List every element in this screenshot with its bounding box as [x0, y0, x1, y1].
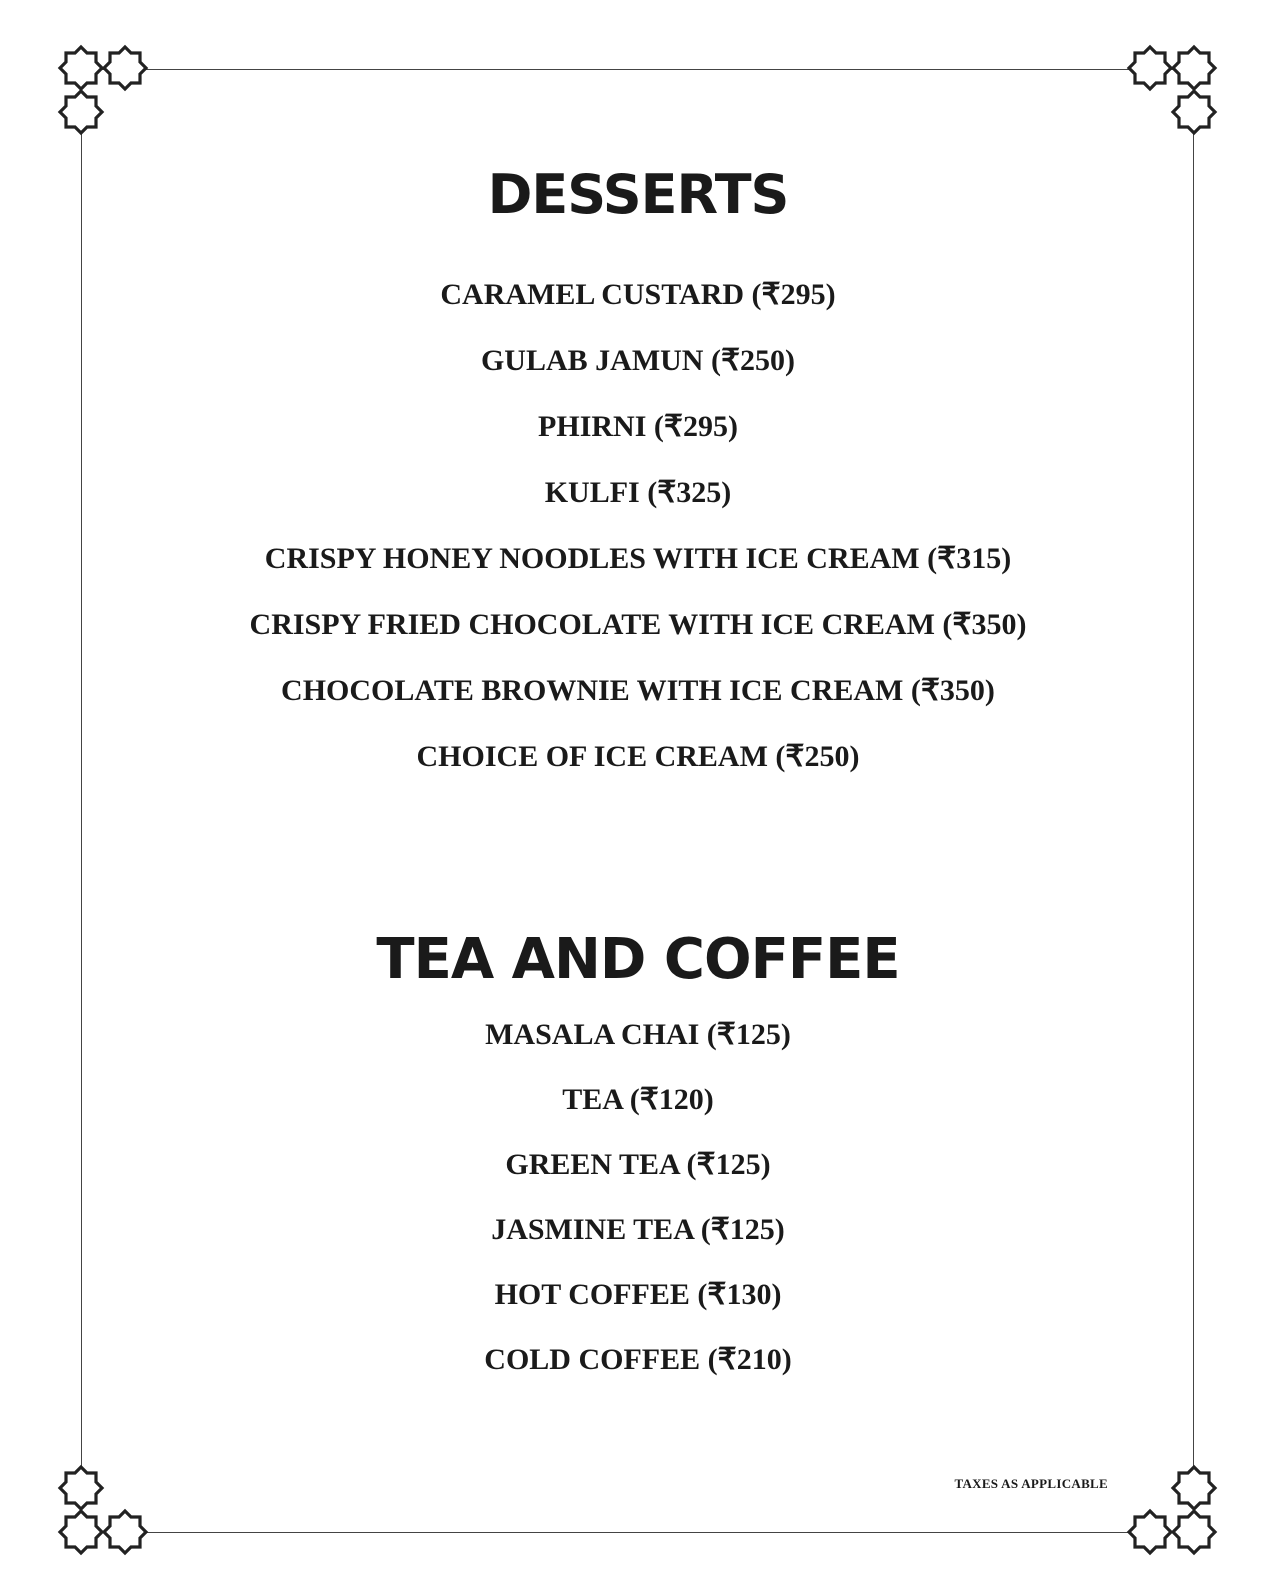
menu-item-cold-coffee: COLD COFFEE (₹210) [484, 1343, 792, 1376]
menu-item-hot-coffee: HOT COFFEE (₹130) [494, 1278, 782, 1311]
menu-item-crispy-fried-chocolate: CRISPY FRIED CHOCOLATE WITH ICE CREAM (₹350) [249, 608, 1027, 641]
corner-ornament-bottom-left-icon [55, 1458, 155, 1558]
taxes-note: TAXES AS APPLICABLE [954, 1476, 1108, 1491]
tea-coffee-heading: TEA AND COFFEE [376, 927, 900, 992]
menu-item-phirni: PHIRNI (₹295) [538, 410, 738, 443]
menu-item-choice-of-ice-cream: CHOICE OF ICE CREAM (₹250) [416, 740, 860, 773]
tea-coffee-list [0, 1002, 1276, 1392]
menu-item-crispy-honey-noodles: CRISPY HONEY NOODLES WITH ICE CREAM (₹315) [264, 542, 1012, 575]
corner-ornament-top-left-icon [55, 42, 155, 142]
corner-ornament-bottom-right-icon [1120, 1458, 1220, 1558]
menu-item-chocolate-brownie: CHOCOLATE BROWNIE WITH ICE CREAM (₹350) [281, 674, 995, 707]
corner-ornament-top-right-icon [1120, 42, 1220, 142]
menu-item-gulab-jamun: GULAB JAMUN (₹250) [480, 344, 796, 377]
desserts-heading: DESSERTS [487, 163, 789, 226]
menu-item-tea: TEA (₹120) [562, 1083, 714, 1116]
menu-item-masala-chai: MASALA CHAI (₹125) [485, 1018, 791, 1051]
menu-item-jasmine-tea: JASMINE TEA (₹125) [491, 1213, 785, 1246]
menu-item-kulfi: KULFI (₹325) [544, 476, 732, 509]
menu-item-green-tea: GREEN TEA (₹125) [505, 1148, 771, 1181]
desserts-list [0, 262, 1276, 790]
menu-item-caramel-custard: CARAMEL CUSTARD (₹295) [440, 278, 836, 311]
